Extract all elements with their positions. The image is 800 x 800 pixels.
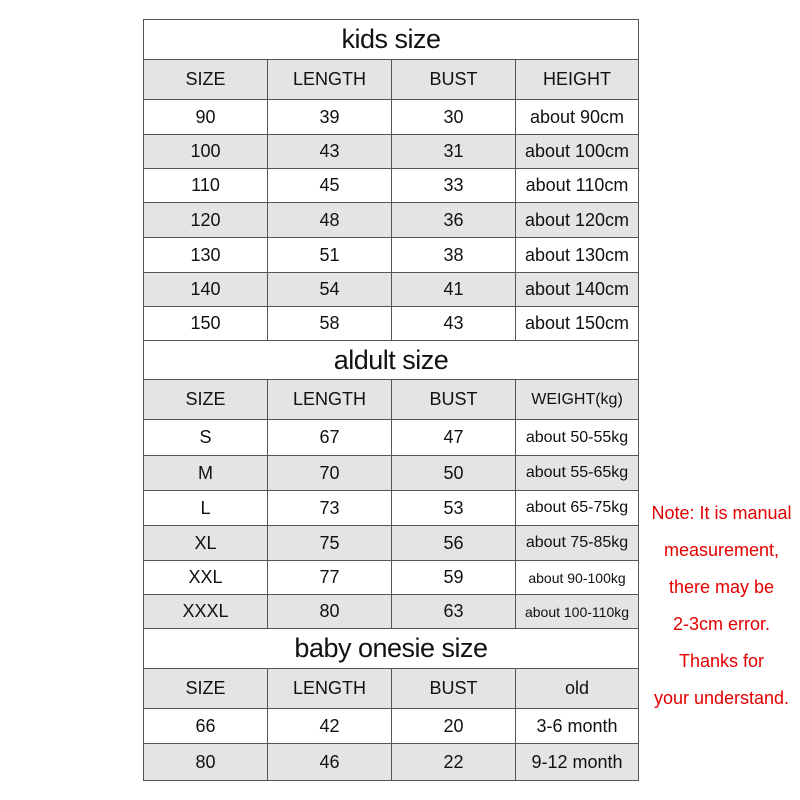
- table-cell: L: [144, 491, 268, 525]
- table-cell: about 110cm: [525, 175, 629, 195]
- header-cell: LENGTH: [268, 669, 392, 708]
- table-cell: 36: [392, 203, 516, 237]
- table-row: [144, 491, 638, 526]
- table-row: [144, 273, 638, 307]
- table-cell: 20: [392, 709, 516, 743]
- table-row: [144, 561, 638, 595]
- table-cell: about 55-65kg: [525, 464, 629, 481]
- table-cell: 43: [268, 135, 392, 168]
- table-cell: 22: [392, 744, 516, 780]
- header-cell: LENGTH: [268, 380, 392, 419]
- table-cell: XXXL: [144, 595, 268, 628]
- table-cell: 50: [392, 456, 516, 490]
- table-row: [144, 595, 638, 629]
- header-cell: SIZE: [144, 380, 268, 419]
- note-line: measurement,: [663, 540, 780, 560]
- table-cell: about 140cm: [524, 279, 630, 299]
- kids-header-row: [144, 60, 638, 100]
- table-cell: about 75-85kg: [525, 534, 629, 551]
- table-cell: 63: [392, 595, 516, 628]
- table-cell: about 50-55kg: [525, 428, 629, 446]
- note-line: your understand.: [653, 688, 790, 708]
- table-row: [144, 203, 638, 238]
- header-cell: LENGTH: [268, 60, 392, 99]
- table-cell: 120: [144, 203, 268, 237]
- table-cell: 75: [268, 526, 392, 560]
- table-cell: S: [144, 420, 268, 455]
- table-row: [144, 100, 638, 135]
- table-cell: about 130cm: [524, 244, 630, 265]
- table-cell: 150: [144, 307, 268, 340]
- table-cell: 67: [268, 420, 392, 455]
- table-cell: 51: [268, 238, 392, 272]
- table-row: [144, 420, 638, 456]
- table-cell: about 100cm: [524, 141, 630, 161]
- table-row: [144, 135, 638, 169]
- table-cell: 45: [268, 169, 392, 202]
- table-cell: 39: [268, 100, 392, 134]
- header-cell: BUST: [392, 669, 516, 708]
- note-line: 2-3cm error.: [672, 614, 771, 634]
- table-cell: 30: [392, 100, 516, 134]
- header-cell: WEIGHT(kg): [531, 390, 623, 408]
- table-cell: XXL: [144, 561, 268, 594]
- table-cell: 56: [392, 526, 516, 560]
- header-cell: SIZE: [144, 669, 268, 708]
- measurement-note: [643, 495, 800, 717]
- table-cell: about 90-100kg: [528, 569, 626, 586]
- note-line: Note: It is manual: [651, 503, 792, 523]
- table-cell: 48: [268, 203, 392, 237]
- table-cell: XL: [144, 526, 268, 560]
- table-cell: about 120cm: [524, 209, 630, 230]
- header-cell: old: [564, 678, 590, 698]
- note-line: Thanks for: [678, 651, 765, 671]
- note-line: there may be: [668, 577, 775, 597]
- baby-header-row: [144, 669, 638, 709]
- kids-size-title: kids size: [144, 20, 638, 60]
- table-cell: M: [144, 456, 268, 490]
- baby-size-title: baby onesie size: [144, 629, 638, 669]
- adult-size-title: aldult size: [144, 341, 638, 380]
- table-row: [144, 238, 638, 273]
- table-cell: 41: [392, 273, 516, 306]
- table-cell: 33: [392, 169, 516, 202]
- table-cell: about 150cm: [524, 313, 630, 333]
- table-cell: about 90cm: [529, 106, 625, 127]
- table-cell: 80: [144, 744, 268, 780]
- table-cell: 80: [268, 595, 392, 628]
- adult-header-row: [144, 380, 638, 420]
- table-cell: 90: [144, 100, 268, 134]
- table-cell: 47: [392, 420, 516, 455]
- table-cell: 100: [144, 135, 268, 168]
- table-row: [144, 709, 638, 744]
- table-cell: 77: [268, 561, 392, 594]
- table-cell: 73: [268, 491, 392, 525]
- table-cell: 9-12 month: [531, 751, 623, 772]
- header-cell: BUST: [392, 380, 516, 419]
- table-cell: 42: [268, 709, 392, 743]
- table-cell: 31: [392, 135, 516, 168]
- table-cell: 38: [392, 238, 516, 272]
- table-cell: 66: [144, 709, 268, 743]
- table-row: [144, 744, 638, 780]
- table-cell: 43: [392, 307, 516, 340]
- table-cell: 58: [268, 307, 392, 340]
- table-cell: 130: [144, 238, 268, 272]
- table-cell: 59: [392, 561, 516, 594]
- table-row: [144, 456, 638, 491]
- header-cell: HEIGHT: [542, 69, 611, 89]
- size-chart: [143, 19, 639, 781]
- table-cell: about 100-110kg: [524, 603, 630, 620]
- table-cell: 110: [144, 169, 268, 202]
- table-cell: 3-6 month: [536, 715, 618, 736]
- table-cell: 70: [268, 456, 392, 490]
- header-cell: SIZE: [144, 60, 268, 99]
- header-cell: BUST: [392, 60, 516, 99]
- table-row: [144, 169, 638, 203]
- table-cell: about 65-75kg: [525, 499, 629, 516]
- table-row: [144, 526, 638, 561]
- table-cell: 53: [392, 491, 516, 525]
- table-cell: 140: [144, 273, 268, 306]
- table-row: [144, 307, 638, 341]
- table-cell: 54: [268, 273, 392, 306]
- table-cell: 46: [268, 744, 392, 780]
